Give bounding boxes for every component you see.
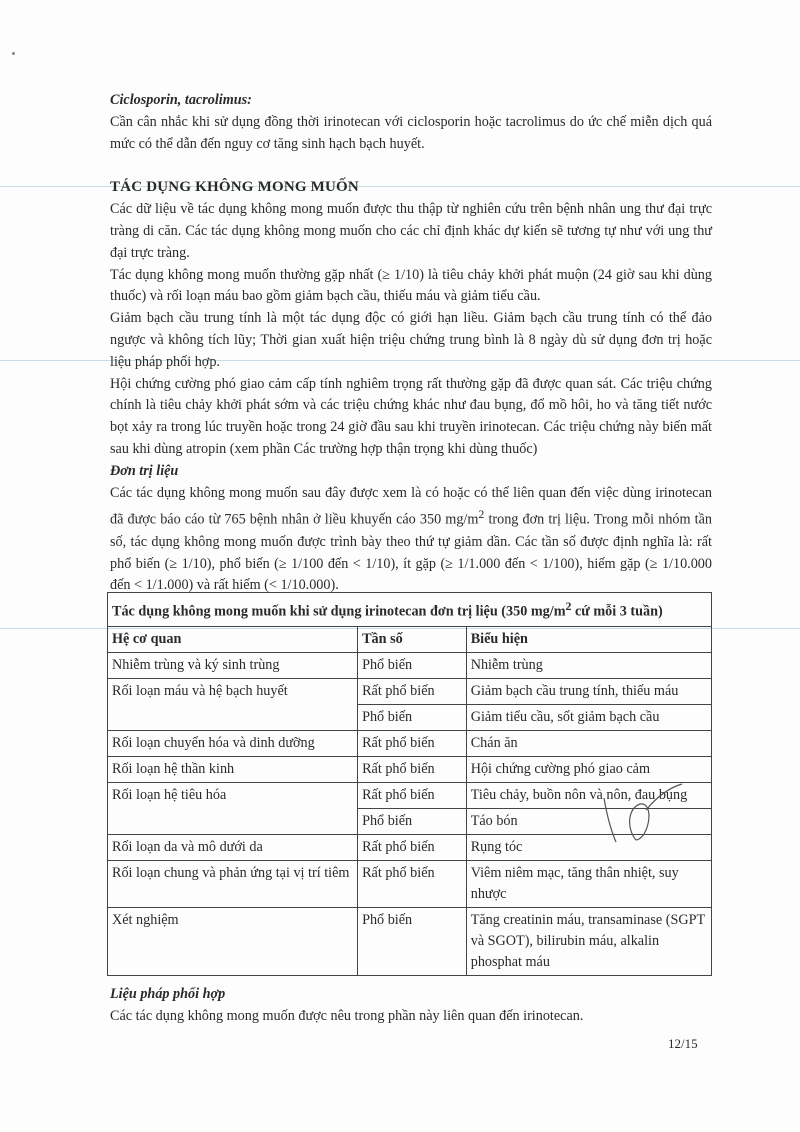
table-cell: Chán ăn	[466, 730, 711, 756]
section-heading-side-effects: TÁC DỤNG KHÔNG MONG MUỐN	[110, 179, 359, 196]
table-cell: Hội chứng cường phó giao cảm	[466, 756, 711, 782]
table-cell: Rối loạn máu và hệ bạch huyết	[108, 678, 358, 730]
text-run: trong đơn trị liệu. Trong mỗi nhóm tần số, tác dụng không mong muốn được trình bày theo thứ tự giảm dần. Các tần số được định nghĩa là: rất phổ biến (≥ 1/10), phổ biến (≥ 1/100 đến < 1/10), ít gặp (≥ 1/1.000 đến < 1/100), hiếm gặp (≥ 1/10.000 đến < 1/1.000) và rất hiếm (< 1/10.000).	[110, 512, 712, 594]
table-cell: Phổ biến	[358, 704, 467, 730]
text-run: cứ mỗi 3 tuần)	[571, 603, 663, 620]
scan-speck	[12, 52, 15, 55]
main-text	[110, 90, 712, 597]
table-cell: Táo bón	[466, 808, 711, 834]
text-run: Các tác dụng không mong muốn sau đây được xem là có hoặc có thể liên quan đến việc dùng irinotecan đã được báo cáo từ 765 bệnh nhân ở liều khuyến cáo 350 mg/m	[110, 484, 712, 529]
table-row	[108, 652, 712, 678]
table-cell: Rất phổ biến	[358, 730, 467, 756]
table-cell: Phổ biến	[358, 652, 467, 678]
table-cell: Rối loạn chuyển hóa và dinh dưỡng	[108, 730, 358, 756]
paragraph	[110, 483, 712, 598]
combination-section	[110, 984, 712, 1028]
paragraph: Cần cân nhắc khi sử dụng đồng thời irinotecan với ciclosporin hoặc tacrolimus do ức chế miễn dịch quá mức có thể dẫn đến nguy cơ tăng sinh hạch bạch huyết.	[110, 113, 712, 152]
table-cell: Tăng creatinin máu, transaminase (SGPT và SGOT), bilirubin máu, alkalin phosphat máu	[466, 907, 711, 975]
page-number: 12/15	[668, 1036, 698, 1051]
text-run: Tác dụng không mong muốn khi sử dụng irinotecan đơn trị liệu (350 mg/m	[112, 603, 566, 620]
table-cell: Tiêu chảy, buồn nôn và nôn, đau bụng	[466, 782, 711, 808]
table-cell: Nhiễm trùng và ký sinh trùng	[108, 652, 358, 678]
table-cell: Nhiễm trùng	[466, 652, 711, 678]
table-cell: Rất phổ biến	[358, 860, 467, 907]
table-cell: Phổ biến	[358, 907, 467, 975]
section-title-combination: Liệu pháp phối hợp	[110, 986, 226, 1002]
paragraph: Các dữ liệu về tác dụng không mong muốn được thu thập từ nghiên cứu trên bệnh nhân ung thư đại trực tràng di căn. Các tác dụng không mong muốn cho các chỉ định khác dự kiến sẽ tương tự như với ung thư đại trực tràng.	[110, 201, 712, 261]
header-manifestation: Biểu hiện	[466, 626, 711, 652]
header-frequency: Tần số	[358, 626, 467, 652]
table-cell: Rất phổ biến	[358, 782, 467, 808]
superscript: 2	[478, 507, 485, 522]
table-cell: Rối loạn hệ tiêu hóa	[108, 782, 358, 834]
table-cell: Rối loạn hệ thần kinh	[108, 756, 358, 782]
table-cell: Giảm bạch cầu trung tính, thiếu máu	[466, 678, 711, 704]
paragraph: Hội chứng cường phó giao cảm cấp tính nghiêm trọng rất thường gặp đã được quan sát. Các triệu chứng chính là tiêu chảy khởi phát sớm và các triệu chứng khác như đau bụng, đổ mồ hôi, ho và tăng tiết nước bọt xảy ra trong lúc truyền hoặc trong 24 giờ đầu sau khi truyền irinotecan. Các triệu chứng này biến mất sau khi dùng atropin (xem phần Các trường hợp thận trọng khi dùng thuốc)	[110, 375, 712, 457]
table-cell: Viêm niêm mạc, tăng thân nhiệt, suy nhược	[466, 860, 711, 907]
table-row	[108, 907, 712, 975]
table-cell: Rối loạn chung và phản ứng tại vị trí tiêm	[108, 860, 358, 907]
paragraph: Giảm bạch cầu trung tính là một tác dụng độc có giới hạn liều. Giảm bạch cầu trung tính có thể đảo ngược và không tích lũy; Thời gian xuất hiện triệu chứng trung bình là 8 ngày dù sử dụng đơn trị hoặc liệu pháp phối hợp.	[110, 310, 712, 370]
handwritten-initials	[596, 780, 696, 860]
table-cell: Xét nghiệm	[108, 907, 358, 975]
table-row	[108, 756, 712, 782]
table-cell: Giảm tiểu cầu, sốt giảm bạch cầu	[466, 704, 711, 730]
paragraph: Tác dụng không mong muốn thường gặp nhất (≥ 1/10) là tiêu chảy khởi phát muộn (24 giờ sau khi dùng thuốc) và rối loạn máu bao gồm giảm bạch cầu, thiếu máu và giảm tiểu cầu.	[110, 266, 712, 305]
header-organ-system: Hệ cơ quan	[108, 626, 358, 652]
table-cell: Rất phổ biến	[358, 834, 467, 860]
table-header-row	[108, 626, 712, 652]
table-caption	[108, 593, 712, 627]
paragraph: Các tác dụng không mong muốn được nêu trong phần này liên quan đến irinotecan.	[110, 1007, 584, 1024]
table-cell: Rối loạn da và mô dưới da	[108, 834, 358, 860]
section-title-monotherapy: Đơn trị liệu	[110, 462, 179, 479]
section-title-ciclosporin: Ciclosporin, tacrolimus:	[110, 92, 252, 108]
table-cell: Phổ biến	[358, 808, 467, 834]
table-cell: Rất phổ biến	[358, 756, 467, 782]
superscript: 2	[565, 599, 572, 613]
table-row	[108, 730, 712, 756]
table-cell: Rất phổ biến	[358, 678, 467, 704]
table-row	[108, 860, 712, 907]
table-row	[108, 678, 712, 704]
table-cell: Rụng tóc	[466, 834, 711, 860]
